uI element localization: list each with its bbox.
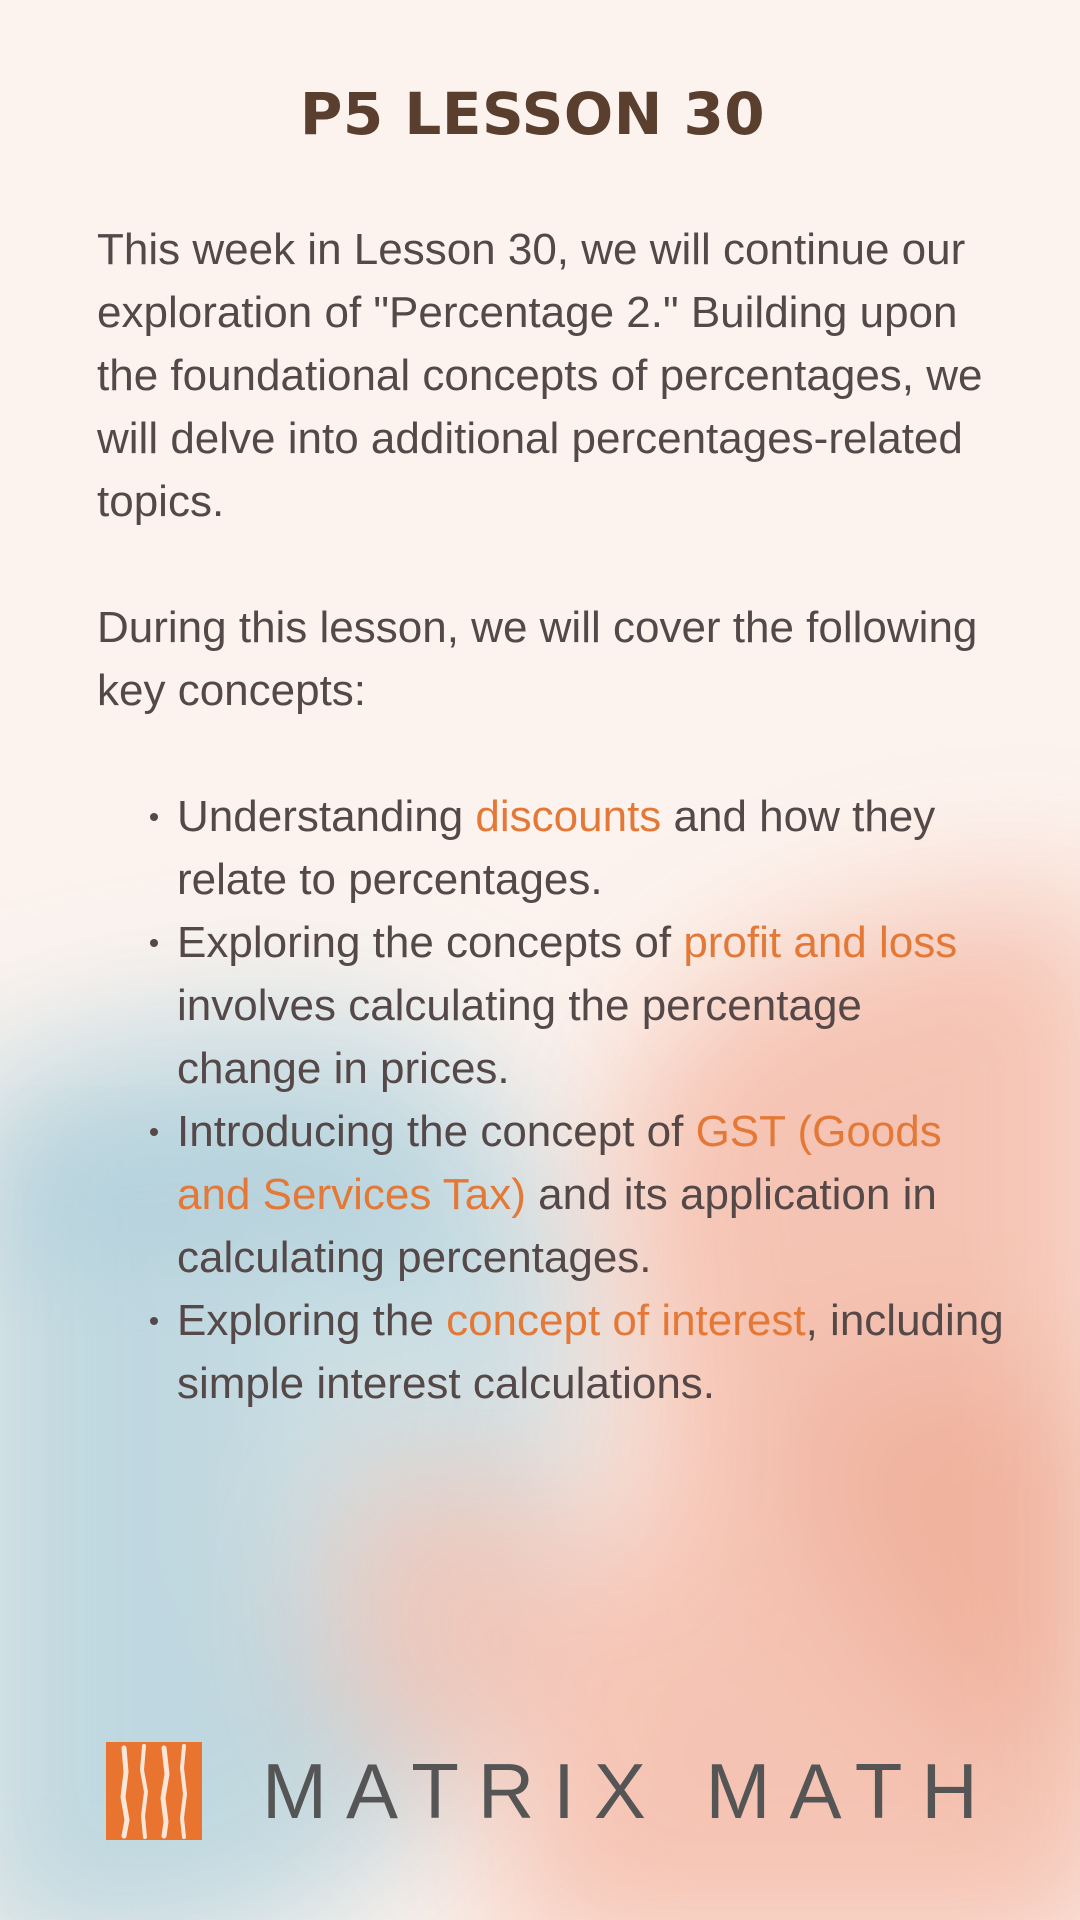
intro-paragraph: This week in Lesson 30, we will continue our exploration of "Percentage 2." Building upon the foundational concepts of percentages, we will delve into additional percentages-related topics. [97,225,983,526]
page-title: P5 LESSON 30 [299,80,766,148]
highlight-concept-of-interest: concept of interest [446,1296,806,1345]
key-concepts-list [97,785,1017,1415]
list-item: Understanding discounts and how they relate to percentages. [177,785,1017,911]
highlight-discounts: discounts [475,792,662,841]
list-item: Introducing the concept of GST (Goods and Services Tax) and its application in calculating percentages. [177,1100,1017,1289]
lesson-body [97,218,1017,1415]
list-item: Exploring the concept of interest, including simple interest calculations. [177,1289,1017,1415]
concepts-intro-paragraph: During this lesson, we will cover the following key concepts: [97,603,978,715]
brand-name: MATRIX MATH [262,1747,997,1835]
matrix-math-logo-icon [106,1742,202,1840]
list-item: Exploring the concepts of profit and loss involves calculating the percentage change in prices. [177,911,1017,1100]
brand-logo [106,1742,997,1840]
highlight-gst: GST (Goods and Services Tax) [177,1107,942,1219]
highlight-profit-and-loss: profit and loss [683,918,958,967]
